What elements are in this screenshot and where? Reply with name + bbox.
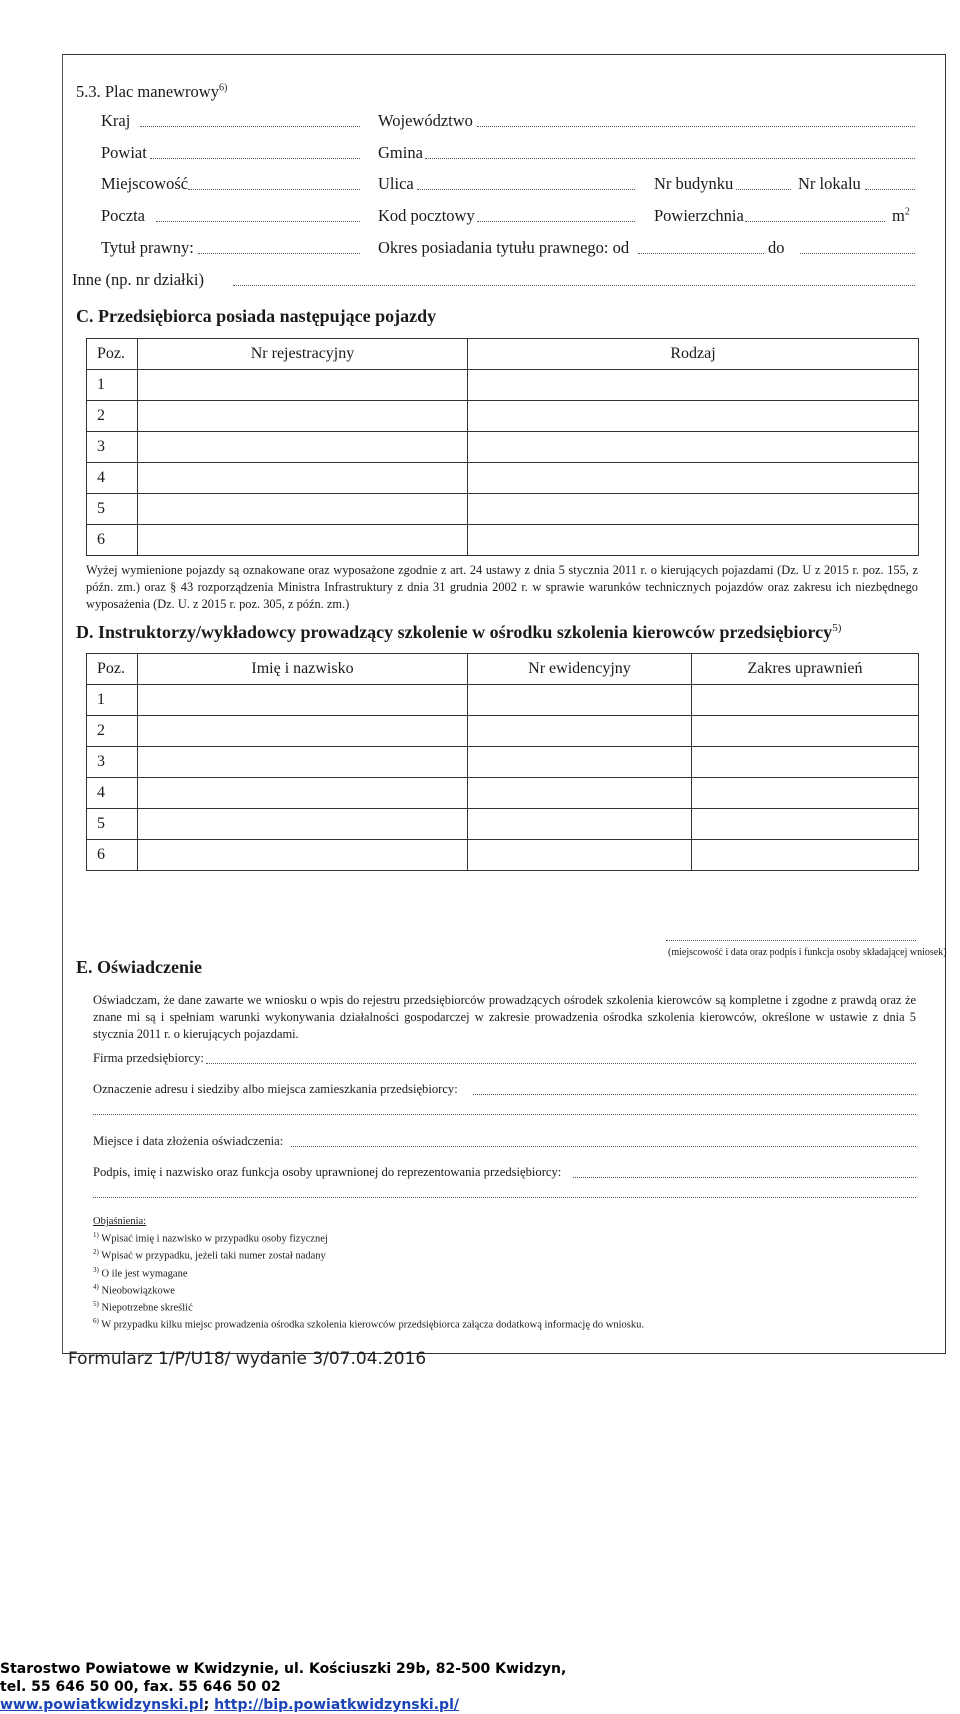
- table-header-row: [87, 339, 919, 370]
- miejsce-field[interactable]: [291, 1146, 916, 1147]
- imie-nazwisko-cell[interactable]: [138, 716, 468, 747]
- kraj-label: Kraj: [101, 111, 131, 130]
- inne-label: Inne (np. nr działki): [72, 270, 204, 289]
- form-code: Formularz 1/P/U18/ wydanie 3/07.04.2016: [68, 1349, 427, 1369]
- imie-nazwisko-cell[interactable]: [138, 809, 468, 840]
- nr-ewidencyjny-cell[interactable]: [468, 685, 692, 716]
- nr-lokalu-field[interactable]: [865, 189, 915, 190]
- nr-ewidencyjny-cell[interactable]: [468, 716, 692, 747]
- row-number: 6: [87, 525, 138, 556]
- zakres-cell[interactable]: [692, 685, 919, 716]
- table-row: [87, 370, 919, 401]
- nr-rejestracyjny-cell[interactable]: [138, 525, 468, 556]
- nr-rejestracyjny-cell[interactable]: [138, 463, 468, 494]
- inne-field[interactable]: [233, 285, 915, 286]
- row-number: 4: [87, 778, 138, 809]
- row-number: 5: [87, 494, 138, 525]
- firma-label: Firma przedsiębiorcy:: [93, 1051, 204, 1065]
- links-line: [0, 1696, 566, 1714]
- address-line: Starostwo Powiatowe w Kwidzynie, ul. Kościuszki 29b, 82-500 Kwidzyn,: [0, 1661, 567, 1677]
- podpis-label: Podpis, imię i nazwisko oraz funkcja osoby uprawnionej do reprezentowania przedsiębiorcy:: [93, 1165, 562, 1179]
- row-number: 2: [87, 716, 138, 747]
- podpis-field[interactable]: [573, 1177, 916, 1178]
- signature-caption: (miejscowość i data oraz podpis i funkcja osoby składającej wniosek): [668, 947, 947, 958]
- row-number: 2: [87, 401, 138, 432]
- signature-line[interactable]: [666, 940, 916, 941]
- column-header: Imię i nazwisko: [138, 654, 468, 685]
- ulica-label: Ulica: [378, 174, 414, 193]
- nr-rejestracyjny-cell[interactable]: [138, 401, 468, 432]
- okres-do-field[interactable]: [800, 253, 915, 254]
- notes-title: Objaśnienia:: [93, 1216, 147, 1227]
- miejscowosc-label: Miejscowość: [101, 174, 189, 193]
- list-item: $^{4)}$ Nieobowiązkowe: [93, 1282, 175, 1297]
- nr-rejestracyjny-cell[interactable]: [138, 370, 468, 401]
- table-row: [87, 809, 919, 840]
- statement-text: Oświadczam, że dane zawarte we wniosku o wpis do rejestru przedsiębiorców prowadzących ośrodek szkolenia kierowców są kompletne i zgodne z prawdą oraz że znane mi są i spełniam warunki wykonywania działalności gospodarczej w zakresie prowadzenia ośrodka szkolenia kierowców, określone w ustawie z dnia 5 stycznia 2011 r. o kierujących pojazdami.: [93, 993, 916, 1041]
- table-row: [87, 747, 919, 778]
- powierzchnia-field[interactable]: [745, 221, 885, 222]
- ulica-field[interactable]: [417, 189, 635, 190]
- rodzaj-cell[interactable]: [468, 494, 919, 525]
- kod-pocztowy-label: Kod pocztowy: [378, 206, 475, 225]
- nr-rejestracyjny-cell[interactable]: [138, 432, 468, 463]
- zakres-cell[interactable]: [692, 809, 919, 840]
- imie-nazwisko-cell[interactable]: [138, 778, 468, 809]
- nr-ewidencyjny-cell[interactable]: [468, 809, 692, 840]
- rodzaj-cell[interactable]: [468, 401, 919, 432]
- zakres-cell[interactable]: [692, 716, 919, 747]
- section-e-heading: E. Oświadczenie: [76, 957, 202, 977]
- zakres-cell[interactable]: [692, 778, 919, 809]
- nr-budynku-label: Nr budynku: [654, 174, 734, 193]
- table-row: [87, 494, 919, 525]
- column-header: Nr ewidencyjny: [468, 654, 692, 685]
- nr-budynku-field[interactable]: [736, 189, 791, 190]
- wojewodztwo-field[interactable]: [477, 126, 915, 127]
- nr-rejestracyjny-cell[interactable]: [138, 494, 468, 525]
- nr-lokalu-label: Nr lokalu: [798, 174, 861, 193]
- rodzaj-cell[interactable]: [468, 463, 919, 494]
- poczta-label: Poczta: [101, 206, 145, 225]
- gmina-field[interactable]: [425, 158, 915, 159]
- list-item: $^{5)}$ Niepotrzebne skreślić: [93, 1300, 193, 1314]
- miejsce-label: Miejsce i data złożenia oświadczenia:: [93, 1134, 284, 1148]
- row-number: 4: [87, 463, 138, 494]
- row-number: 3: [87, 432, 138, 463]
- table-row: [87, 401, 919, 432]
- gmina-label: Gmina: [378, 143, 423, 162]
- imie-nazwisko-cell[interactable]: [138, 840, 468, 871]
- column-header: Rodzaj: [468, 339, 919, 370]
- table-row: [87, 432, 919, 463]
- zakres-cell[interactable]: [692, 747, 919, 778]
- miejscowosc-field[interactable]: [188, 189, 360, 190]
- tytul-prawny-field[interactable]: [198, 253, 360, 254]
- nr-ewidencyjny-cell[interactable]: [468, 747, 692, 778]
- kraj-field[interactable]: [140, 126, 360, 127]
- adres-label: Oznaczenie adresu i siedziby albo miejsca zamieszkania przedsiębiorcy:: [93, 1082, 458, 1096]
- tytul-prawny-label: Tytuł prawny:: [101, 238, 194, 257]
- nr-ewidencyjny-cell[interactable]: [468, 778, 692, 809]
- list-item: $^{2)}$ Wpisać w przypadku, jeżeli taki numer został nadany: [93, 1248, 326, 1262]
- do-label: do: [768, 238, 785, 257]
- unit-label: $m^2$: [892, 206, 910, 225]
- column-header: Nr rejestracyjny: [138, 339, 468, 370]
- link-separator: ;: [203, 1697, 210, 1713]
- okres-label: Okres posiadania tytułu prawnego: od: [378, 238, 630, 257]
- table-row: [87, 840, 919, 871]
- wojewodztwo-label: Województwo: [378, 111, 473, 130]
- notes-list: [93, 1229, 644, 1333]
- imie-nazwisko-cell[interactable]: [138, 685, 468, 716]
- rodzaj-cell[interactable]: [468, 432, 919, 463]
- row-number: 6: [87, 840, 138, 871]
- nr-ewidencyjny-cell[interactable]: [468, 840, 692, 871]
- bip-link[interactable]: http://bip.powiatkwidzynski.pl/: [214, 1697, 459, 1713]
- rodzaj-cell[interactable]: [468, 525, 919, 556]
- table-row: [87, 778, 919, 809]
- zakres-cell[interactable]: [692, 840, 919, 871]
- rodzaj-cell[interactable]: [468, 370, 919, 401]
- phone-line: tel. 55 646 50 00, fax. 55 646 50 02: [0, 1679, 281, 1695]
- adres-field-2[interactable]: [93, 1114, 916, 1115]
- table-header-row: [87, 654, 919, 685]
- table-row: [87, 685, 919, 716]
- podpis-field-2[interactable]: [93, 1197, 916, 1198]
- powiat-label: Powiat: [101, 143, 147, 162]
- poczta-field[interactable]: [156, 221, 360, 222]
- vehicles-note: Wyżej wymienione pojazdy są oznakowane oraz wyposażone zgodnie z art. 24 ustawy z dnia 5 stycznia 2011 r. o kierujących pojazdami (Dz. U z 2015 r. poz. 155, z późn. zm.) oraz § 43 rozporządzenia Ministra Infrastruktury z dnia 31 grudnia 2002 r. w sprawie warunków technicznych pojazdów oraz zakresu ich niezbędnego wyposażenia (Dz. U. z 2015 r. poz. 305, z późn. zm.): [86, 563, 918, 611]
- row-number: 3: [87, 747, 138, 778]
- website-link[interactable]: www.powiatkwidzynski.pl: [0, 1697, 204, 1713]
- list-item: $^{3)}$ O ile jest wymagane: [93, 1265, 188, 1280]
- powiat-field[interactable]: [150, 158, 360, 159]
- table-row: [87, 716, 919, 747]
- list-item: $^{6)}$ W przypadku kilku miejsc prowadzenia ośrodka szkolenia kierowców przedsiębiorca załącza dodatkową informację do wniosku.: [93, 1317, 644, 1331]
- column-header: Zakres uprawnień: [692, 654, 919, 685]
- adres-field[interactable]: [473, 1094, 916, 1095]
- okres-od-field[interactable]: [638, 253, 764, 254]
- kod-pocztowy-field[interactable]: [477, 221, 635, 222]
- column-header: Poz.: [87, 339, 138, 370]
- imie-nazwisko-cell[interactable]: [138, 747, 468, 778]
- row-number: 1: [87, 685, 138, 716]
- section-53-heading: 5.3. Plac manewrowy$^{6)}$: [76, 82, 228, 101]
- table-row: [87, 525, 919, 556]
- instructors-table: [86, 653, 919, 871]
- list-item: $^{1)}$ Wpisać imię i nazwisko w przypadku osoby fizycznej: [93, 1231, 328, 1245]
- powierzchnia-label: Powierzchnia: [654, 206, 744, 225]
- vehicles-table: [86, 338, 919, 556]
- section-c-heading: C. Przedsiębiorca posiada następujące pojazdy: [76, 306, 437, 326]
- row-number: 1: [87, 370, 138, 401]
- footer-address: [0, 1660, 566, 1714]
- section-d-heading: D. Instruktorzy/wykładowcy prowadzący szkolenie w ośrodku szkolenia kierowców przedsiębiorcy$^{5)}$: [76, 622, 842, 642]
- firma-field[interactable]: [206, 1063, 916, 1064]
- column-header: Poz.: [87, 654, 138, 685]
- row-number: 5: [87, 809, 138, 840]
- table-row: [87, 463, 919, 494]
